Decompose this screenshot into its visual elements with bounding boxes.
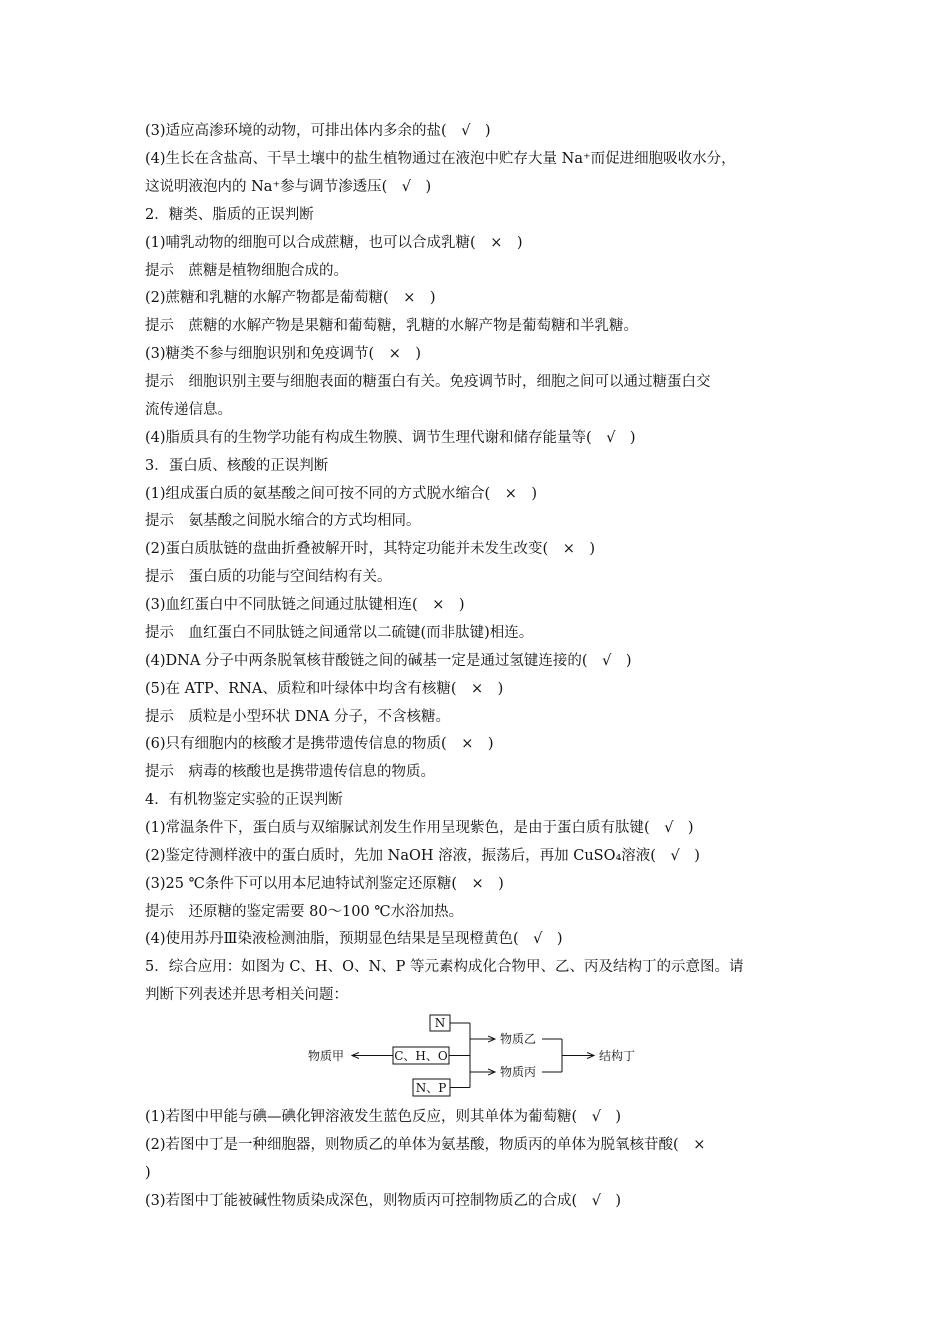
text-line: (2)蔗糖和乳糖的水解产物都是葡萄糖( × ) xyxy=(145,290,436,306)
text-line: (2)蛋白质肽链的盘曲折叠被解开时，其特定功能并未发生改变( × ) xyxy=(145,541,596,557)
structure-ding-label: 结构丁 xyxy=(599,1049,636,1063)
hint-line: 提示 细胞识别主要与细胞表面的糖蛋白有关。免疫调节时，细胞之间可以通过糖蛋白交 xyxy=(145,374,711,390)
text-line: (4)脂质具有的生物学功能有构成生物膜、调节生理代谢和储存能量等( √ ) xyxy=(145,430,636,446)
hint-line: 提示 氨基酸之间脱水缩合的方式均相同。 xyxy=(145,513,421,529)
substance-yi-label: 物质乙 xyxy=(500,1032,537,1046)
text-line: 这说明液泡内的 Na⁺参与调节渗透压( √ ) xyxy=(145,179,432,195)
element-chno-label: C、H、O xyxy=(394,1049,448,1063)
text-line: (1)哺乳动物的细胞可以合成蔗糖，也可以合成乳糖( × ) xyxy=(145,235,523,251)
hint-line: 提示 质粒是小型环状 DNA 分子，不含核糖。 xyxy=(145,709,451,725)
hint-line: 提示 蔗糖的水解产物是果糖和葡萄糖，乳糖的水解产物是葡萄糖和半乳糖。 xyxy=(145,318,638,334)
text-line: (1)若图中甲能与碘—碘化钾溶液发生蓝色反应，则其单体为葡萄糖( √ ) xyxy=(145,1109,622,1125)
element-np-label: N、P xyxy=(415,1081,447,1095)
hint-line: 提示 蛋白质的功能与空间结构有关。 xyxy=(145,569,392,585)
section-heading: 3．蛋白质、核酸的正误判断 xyxy=(145,458,329,474)
section-heading: 5．综合应用：如图为 C、H、O、N、P 等元素构成化合物甲、乙、丙及结构丁的示意图。请 xyxy=(145,959,744,975)
composition-diagram xyxy=(300,1010,660,1100)
hint-line: 提示 蔗糖是植物细胞合成的。 xyxy=(145,263,348,279)
hint-line: 提示 还原糖的鉴定需要 80～100 ℃水浴加热。 xyxy=(145,904,464,920)
text-line: (6)只有细胞内的核酸才是携带遗传信息的物质( × ) xyxy=(145,736,494,752)
hint-line: 提示 病毒的核酸也是携带遗传信息的物质。 xyxy=(145,764,435,780)
substance-jia-label: 物质甲 xyxy=(308,1049,345,1063)
text-line: 判断下列表述并思考相关问题： xyxy=(145,987,348,1003)
hint-line: 提示 血红蛋白不同肽链之间通常以二硫键(而非肽键)相连。 xyxy=(145,625,534,641)
text-line: (1)组成蛋白质的氨基酸之间可按不同的方式脱水缩合( × ) xyxy=(145,486,538,502)
substance-bing-label: 物质丙 xyxy=(500,1065,537,1079)
text-line: (3)25 ℃条件下可以用本尼迪特试剂鉴定还原糖( × ) xyxy=(145,876,504,892)
text-line: (4)DNA 分子中两条脱氧核苷酸链之间的碱基一定是通过氢键连接的( √ ) xyxy=(145,653,632,669)
text-line: (5)在 ATP、RNA、质粒和叶绿体中均含有核糖( × ) xyxy=(145,681,504,697)
element-n-label: N xyxy=(434,1016,446,1030)
text-line: (1)常温条件下，蛋白质与双缩脲试剂发生作用呈现紫色，是由于蛋白质有肽键( √ ) xyxy=(145,820,694,836)
hint-line: 流传递信息。 xyxy=(145,402,232,418)
text-line: ) xyxy=(145,1165,151,1181)
text-line: (3)适应高渗环境的动物，可排出体内多余的盐( √ ) xyxy=(145,123,491,139)
text-line: (2)鉴定待测样液中的蛋白质时，先加 NaOH 溶液，振荡后，再加 CuSO₄溶液( √ ) xyxy=(145,848,700,864)
section-heading: 4．有机物鉴定实验的正误判断 xyxy=(145,792,343,808)
text-line: (3)糖类不参与细胞识别和免疫调节( × ) xyxy=(145,346,422,362)
section-heading: 2．糖类、脂质的正误判断 xyxy=(145,207,314,223)
text-line: (2)若图中丁是一种细胞器，则物质乙的单体为氨基酸，物质丙的单体为脱氧核苷酸( × xyxy=(145,1137,706,1153)
text-line: (4)使用苏丹Ⅲ染液检测油脂，预期显色结果是呈现橙黄色( √ ) xyxy=(145,931,563,947)
text-line: (3)血红蛋白中不同肽链之间通过肽键相连( × ) xyxy=(145,597,465,613)
text-line: (3)若图中丁能被碱性物质染成深色，则物质丙可控制物质乙的合成( √ ) xyxy=(145,1193,622,1209)
text-line: (4)生长在含盐高、干旱土壤中的盐生植物通过在液泡中贮存大量 Na⁺而促进细胞吸收水分， xyxy=(145,151,736,167)
